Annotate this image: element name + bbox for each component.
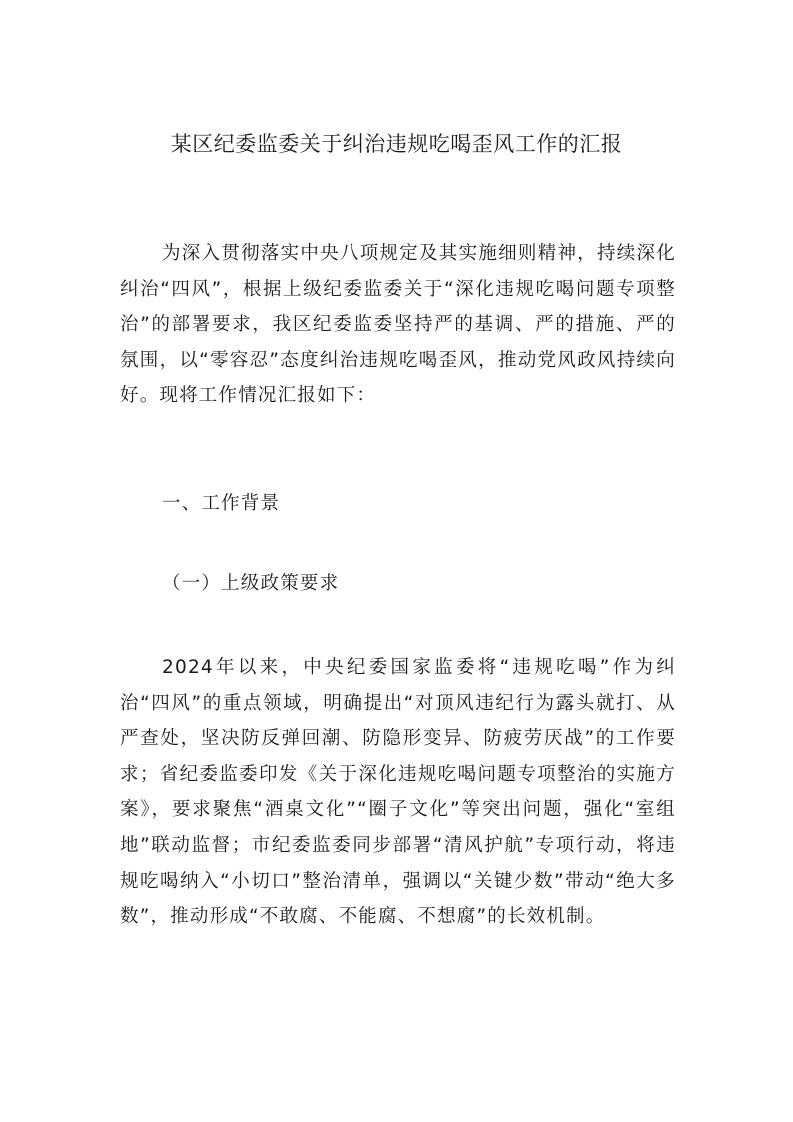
section-heading: 一、工作背景 bbox=[162, 493, 281, 514]
document-title: 某区纪委监委关于纠治违规吃喝歪风工作的汇报 bbox=[170, 132, 623, 156]
policy-paragraph: 2024年以来，中央纪委国家监委将“违规吃喝”作为纠治“四风”的重点领域，明确提出“对顶风违纪行为露头就打、从严查处，坚决防反弹回潮、防隐形变异、防疲劳厌战”的工作要求；省纪委监委印发《关于深化违规吃喝问题专项整治的实施方案》，要求聚焦“酒桌文化”“圈子文化”等突出问题，强化“室组地”联动监督；市纪委监委同步部署“清风护航”专项行动，将违规吃喝纳入“小切口”整治清单，强调以“关键少数”带动“绝大多数”，推动形成“不敢腐、不能腐、不想腐”的长效机制。 bbox=[120, 657, 676, 928]
subsection-heading: （一）上级政策要求 bbox=[162, 573, 340, 594]
intro-paragraph: 为深入贯彻落实中央八项规定及其实施细则精神，持续深化纠治“四风”，根据上级纪委监委关于“深化违规吃喝问题专项整治”的部署要求，我区纪委监委坚持严的基调、严的措施、严的氛围，以“零容忍”态度纠治违规吃喝歪风，推动党风政风持续向好。现将工作情况汇报如下： bbox=[120, 243, 676, 407]
